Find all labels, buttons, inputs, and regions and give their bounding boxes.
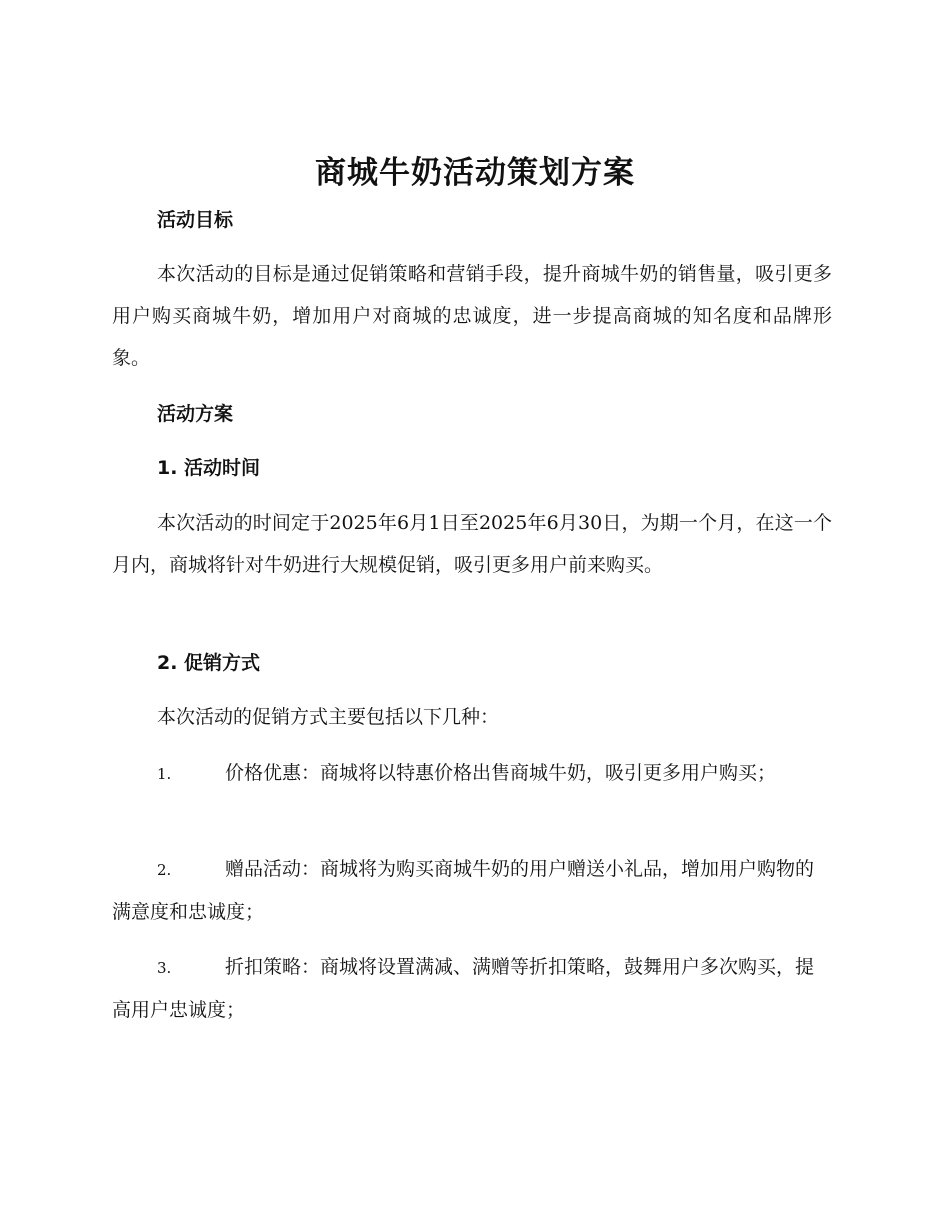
list-number: 1. bbox=[157, 765, 172, 783]
list-text: 折扣策略：商城将设置满减、满赠等折扣策略，鼓舞用户多次购买，提高用户忠诚度； bbox=[112, 956, 815, 1021]
list-number: 3. bbox=[157, 959, 172, 977]
section-heading-goal: 活动目标 bbox=[157, 209, 234, 231]
time-paragraph: 本次活动的时间定于2025年6月1日至2025年6月30日，为期一个月，在这一个月内，商城将针对牛奶进行大规模促销，吸引更多用户前来购买。 bbox=[112, 512, 832, 576]
list-item bbox=[112, 946, 832, 1031]
promo-intro-paragraph: 本次活动的促销方式主要包括以下几种： bbox=[157, 706, 500, 728]
section-heading-promo: 2. 促销方式 bbox=[157, 652, 261, 674]
list-item bbox=[112, 848, 832, 933]
page-title: 商城牛奶活动策划方案 bbox=[315, 155, 635, 191]
section-heading-time: 1. 活动时间 bbox=[157, 457, 261, 479]
section-heading-plan: 活动方案 bbox=[157, 403, 234, 425]
list-number: 2. bbox=[157, 861, 172, 879]
list-text: 赠品活动：商城将为购买商城牛奶的用户赠送小礼品，增加用户购物的满意度和忠诚度； bbox=[112, 858, 815, 923]
list-item bbox=[112, 752, 832, 795]
goal-paragraph: 本次活动的目标是通过促销策略和营销手段，提升商城牛奶的销售量，吸引更多用户购买商城牛奶，增加用户对商城的忠诚度，进一步提高商城的知名度和品牌形象。 bbox=[112, 263, 832, 369]
list-text: 价格优惠：商城将以特惠价格出售商城牛奶，吸引更多用户购买； bbox=[225, 762, 777, 784]
